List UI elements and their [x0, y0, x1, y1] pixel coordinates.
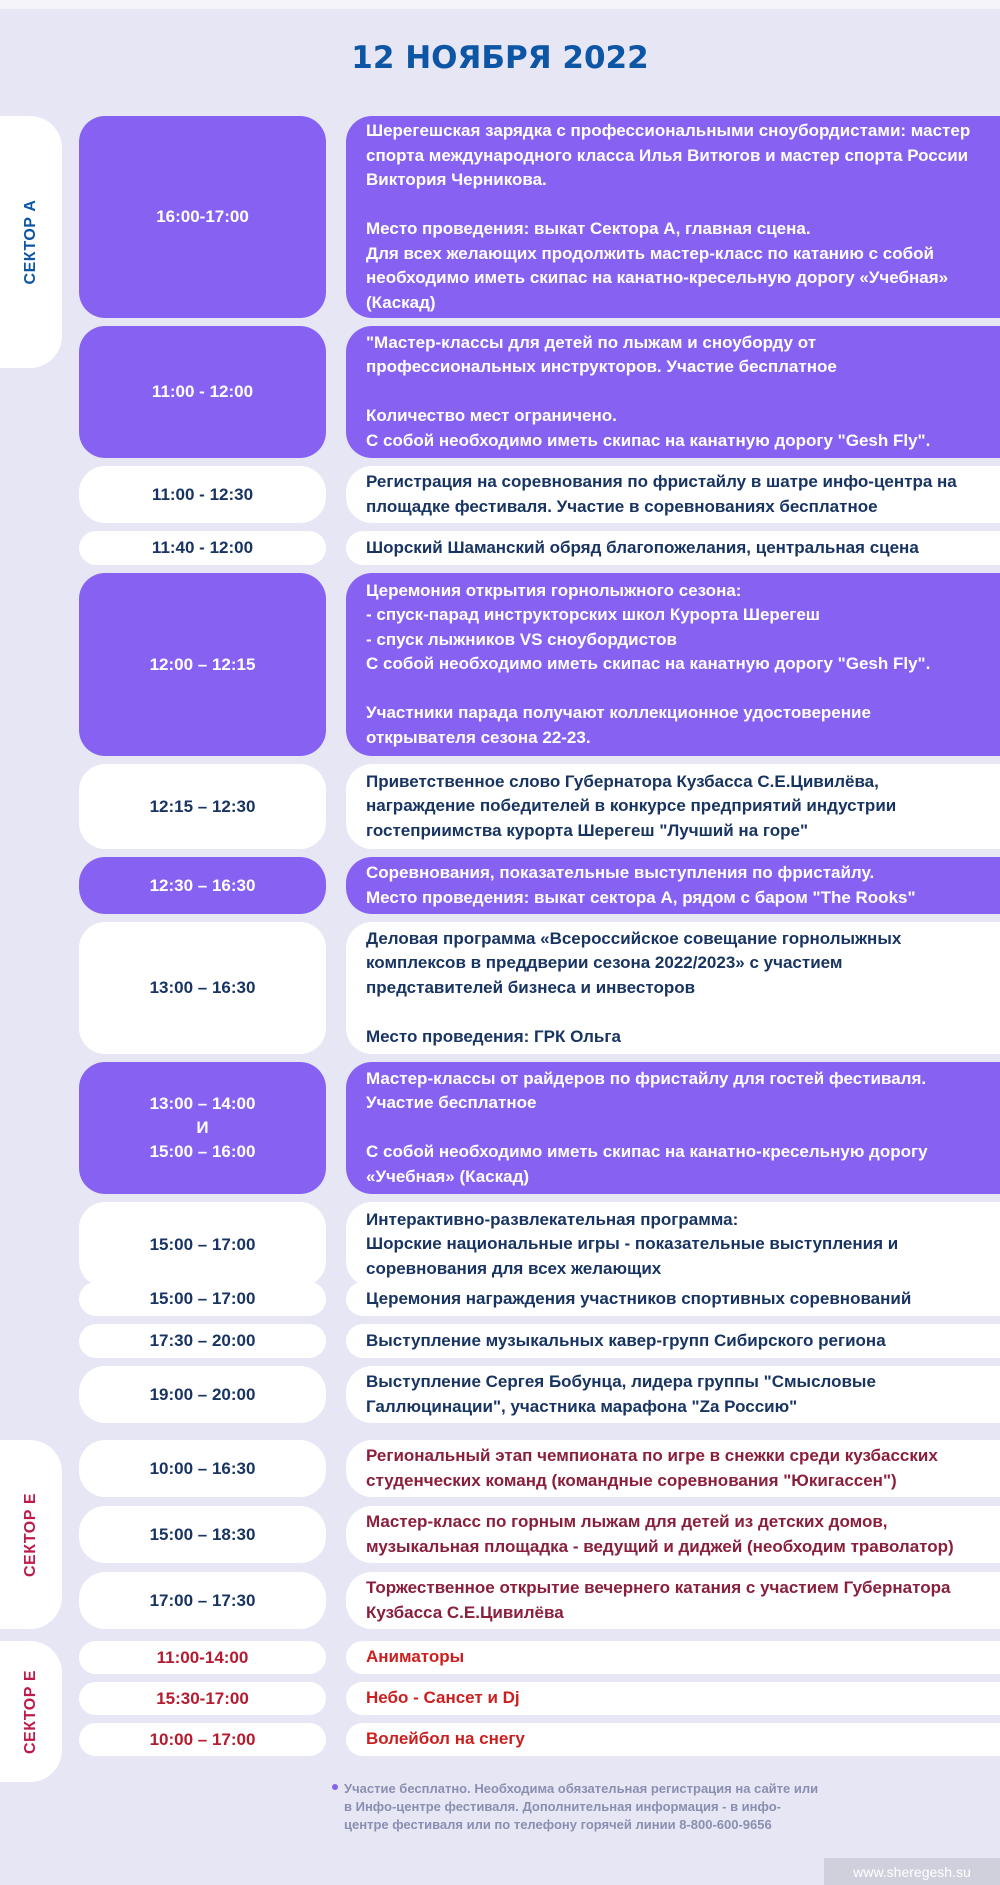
event-description: [346, 1682, 1000, 1715]
sector-label: СЕКТОР Е: [22, 1492, 39, 1577]
event-description-line: Виктория Черникова.: [366, 170, 547, 189]
event-description-line: Региональный этап чемпионата по игре в снежки среди кузбасских: [366, 1446, 938, 1465]
schedule-row: [0, 1202, 1000, 1287]
bullet-icon: [332, 1784, 338, 1790]
event-time: [79, 573, 326, 756]
schedule-row: [0, 1723, 1000, 1756]
event-description: [346, 116, 1000, 318]
event-time-line: 17:30 – 20:00: [149, 1331, 256, 1350]
event-description-line: площадке фестиваля. Участие в соревнованиях бесплатное: [366, 496, 878, 516]
event-description-line: студенческих команд (командные соревнования "Юкигассен"): [366, 1470, 897, 1490]
event-time: [79, 1682, 326, 1715]
event-description-line: (Каскад): [366, 292, 436, 312]
event-time: [79, 326, 326, 458]
event-description-line: гостеприимства курорта Шерегеш "Лучший на горе": [366, 820, 809, 840]
event-description: [346, 466, 1000, 523]
event-description: [346, 1282, 1000, 1316]
event-time: [79, 764, 326, 849]
paragraph-gap: [366, 1116, 978, 1141]
event-description-line: соревнования для всех желающих: [366, 1258, 662, 1278]
event-description-line: Торжественное открытие вечернего катания с участием Губернатора: [366, 1578, 951, 1597]
event-description-line: спорта международного класса Илья Витюгов и мастер спорта России: [366, 145, 969, 165]
sector-label: СЕКТОР А: [22, 199, 39, 285]
event-time: [79, 857, 326, 914]
footnote-line: Участие бесплатно. Необходима обязательная регистрация на сайте или: [344, 1781, 819, 1796]
event-time-line: 12:15 – 12:30: [149, 796, 256, 816]
event-description-line: Место проведения: выкат сектора А, рядом с баром "The Rooks": [366, 887, 916, 907]
event-description-line: комплексов в преддверии сезона 2022/2023» с участием: [366, 953, 843, 973]
event-description: [346, 1641, 1000, 1674]
event-time-line: 10:00 – 17:00: [149, 1729, 256, 1749]
schedule-row: [0, 1572, 1000, 1629]
event-description-line: Место проведения: выкат Сектора А, главная сцена.: [366, 219, 811, 238]
schedule-row: [0, 1682, 1000, 1715]
event-description: [346, 1366, 1000, 1423]
event-time-line: 15:00 – 17:00: [149, 1289, 256, 1308]
paragraph-gap: [366, 380, 978, 405]
event-description-line: Приветственное слово Губернатора Кузбасса С.Е.Цивилёва,: [366, 771, 879, 791]
event-description-line: Деловая программа «Всероссийское совещание горнолыжных: [366, 928, 902, 948]
event-description-line: С собой необходимо иметь скипас на канатно-кресельную дорогу: [366, 1142, 928, 1162]
event-time-line: И: [196, 1118, 209, 1137]
event-time-line: 15:00 – 18:30: [149, 1524, 256, 1544]
schedule-row: [0, 1641, 1000, 1674]
event-description-line: "Мастер-классы для детей по лыжам и сноуборду от: [366, 332, 817, 352]
event-description-line: Мастер-классы от райдеров по фристайлу для гостей фестиваля.: [366, 1068, 927, 1088]
event-time: [79, 1062, 326, 1194]
event-description-line: открывателя сезона 22-23.: [366, 727, 591, 747]
paragraph-gap: [366, 193, 978, 218]
event-time-line: 15:00 – 16:00: [149, 1142, 256, 1161]
footnote: [344, 1780, 818, 1834]
event-description-line: - спуск-парад инструкторских школ Курорта Шерегеш: [366, 605, 820, 625]
schedule-row: [0, 573, 1000, 756]
schedule-row: [0, 1440, 1000, 1497]
event-description-line: Участники парада получают коллекционное удостоверение: [366, 703, 871, 723]
event-description: [346, 1062, 1000, 1194]
event-time-line: 15:00 – 17:00: [149, 1234, 256, 1254]
event-description: [346, 326, 1000, 458]
event-time-line: 17:00 – 17:30: [149, 1590, 256, 1610]
event-description-line: профессиональных инструкторов. Участие бесплатное: [366, 357, 837, 377]
event-time-line: 12:00 – 12:15: [149, 654, 256, 674]
event-description-line: Выступление музыкальных кавер-групп Сибирского региона: [366, 1330, 886, 1350]
schedule-row: [0, 1324, 1000, 1358]
event-description-line: представителей бизнеса и инвесторов: [366, 977, 696, 997]
event-description-line: Для всех желающих продолжить мастер-класс по катанию с собой: [366, 243, 934, 263]
event-description: [346, 1572, 1000, 1629]
schedule-row: [0, 922, 1000, 1054]
event-description-line: Регистрация на соревнования по фристайлу в шатре инфо-центра на: [366, 472, 957, 491]
event-description-line: награждение победителей в конкурсе предприятий индустрии: [366, 796, 897, 816]
event-time: [79, 1366, 326, 1423]
event-time: [79, 1572, 326, 1629]
event-description: [346, 1440, 1000, 1497]
event-description: [346, 857, 1000, 914]
event-time: [79, 466, 326, 523]
event-time: [79, 1324, 326, 1358]
event-description-line: Галлюцинации", участника марафона "Zа Россию": [366, 1396, 798, 1416]
event-time-line: 11:40 - 12:00: [151, 538, 254, 557]
event-description-line: Выступление Сергея Бобунца, лидера группы "Смысловые: [366, 1372, 876, 1391]
event-description-line: - спуск лыжников VS сноубордистов: [366, 629, 677, 649]
footnote-line: центре фестиваля или по телефону горячей линии 8-800-600-9656: [344, 1817, 772, 1832]
event-time-line: 11:00 - 12:30: [151, 484, 254, 504]
event-description-line: Волейбол на снегу: [366, 1729, 525, 1749]
event-description: [346, 573, 1000, 756]
event-description-line: Участие бесплатное: [366, 1093, 537, 1113]
event-time-line: 16:00-17:00: [156, 207, 249, 226]
event-time: [79, 1723, 326, 1756]
event-description-line: Место проведения: ГРК Ольга: [366, 1026, 621, 1046]
event-time-line: 19:00 – 20:00: [149, 1384, 256, 1404]
event-description: [346, 922, 1000, 1054]
event-description-line: Церемония открытия горнолыжного сезона:: [366, 580, 742, 600]
schedule-row: [0, 326, 1000, 458]
schedule-row: [0, 764, 1000, 849]
event-description: [346, 531, 1000, 565]
event-time: [79, 1506, 326, 1563]
event-time-line: 13:00 – 14:00: [149, 1094, 256, 1113]
event-time-line: 12:30 – 16:30: [149, 875, 256, 895]
schedule-row: [0, 531, 1000, 565]
event-description-line: Соревнования, показательные выступления по фристайлу.: [366, 863, 875, 882]
event-time-line: 11:00-14:00: [156, 1647, 249, 1667]
event-description-line: Шерегешская зарядка с профессиональными сноубордистами: мастер: [366, 121, 971, 140]
event-time-line: 15:30-17:00: [156, 1688, 249, 1708]
event-description: [346, 1506, 1000, 1563]
event-time-line: 10:00 – 16:30: [149, 1458, 256, 1478]
schedule-row: [0, 1282, 1000, 1316]
schedule-row: [0, 466, 1000, 523]
event-time: [79, 116, 326, 318]
event-time: [79, 1440, 326, 1497]
event-description-line: Шорский Шаманский обряд благопожелания, центральная сцена: [366, 537, 919, 557]
event-description-line: необходимо иметь скипас на канатно-кресельную дорогу «Учебная»: [366, 268, 949, 287]
paragraph-gap: [366, 677, 978, 702]
event-time: [79, 922, 326, 1054]
event-description-line: Количество мест ограничено.: [366, 406, 617, 426]
event-description-line: Интерактивно-развлекательная программа:: [366, 1209, 739, 1229]
event-description-line: Шорские национальные игры - показательные выступления и: [366, 1234, 899, 1254]
event-description-line: Небо - Сансет и Dj: [366, 1688, 520, 1708]
top-divider: [0, 0, 1000, 9]
schedule-row: [0, 857, 1000, 914]
event-description-line: Аниматоры: [366, 1647, 465, 1667]
schedule-row: [0, 116, 1000, 318]
event-time: [79, 1282, 326, 1316]
footnote-line: в Инфо-центре фестиваля. Дополнительная информация - в инфо-: [344, 1799, 781, 1814]
schedule-row: [0, 1366, 1000, 1423]
event-time: [79, 1202, 326, 1287]
event-description: [346, 1202, 1000, 1287]
event-description-line: С собой необходимо иметь скипас на канатную дорогу "Gesh Fly".: [366, 654, 931, 674]
schedule-row: [0, 1506, 1000, 1563]
event-description-line: Церемония награждения участников спортивных соревнований: [366, 1288, 912, 1308]
event-description-line: «Учебная» (Каскад): [366, 1166, 530, 1186]
event-description: [346, 1324, 1000, 1358]
paragraph-gap: [366, 1000, 978, 1025]
watermark: www.sheregesh.su: [824, 1858, 1000, 1885]
page-title: 12 НОЯБРЯ 2022: [351, 40, 649, 76]
event-time: [79, 531, 326, 565]
event-time-line: 13:00 – 16:30: [149, 978, 256, 997]
sector-label: СЕКТОР Е: [22, 1669, 39, 1754]
event-description-line: С собой необходимо иметь скипас на канатную дорогу "Gesh Fly".: [366, 430, 931, 450]
schedule-row: [0, 1062, 1000, 1194]
event-description-line: Кузбасса С.Е.Цивилёва: [366, 1602, 564, 1622]
event-description: [346, 1723, 1000, 1756]
event-description-line: музыкальная площадка - ведущий и диджей (необходим траволатор): [366, 1536, 954, 1556]
event-time: [79, 1641, 326, 1674]
event-description: [346, 764, 1000, 849]
event-description-line: Мастер-класс по горным лыжам для детей из детских домов,: [366, 1512, 888, 1531]
event-time-line: 11:00 - 12:00: [151, 382, 254, 401]
